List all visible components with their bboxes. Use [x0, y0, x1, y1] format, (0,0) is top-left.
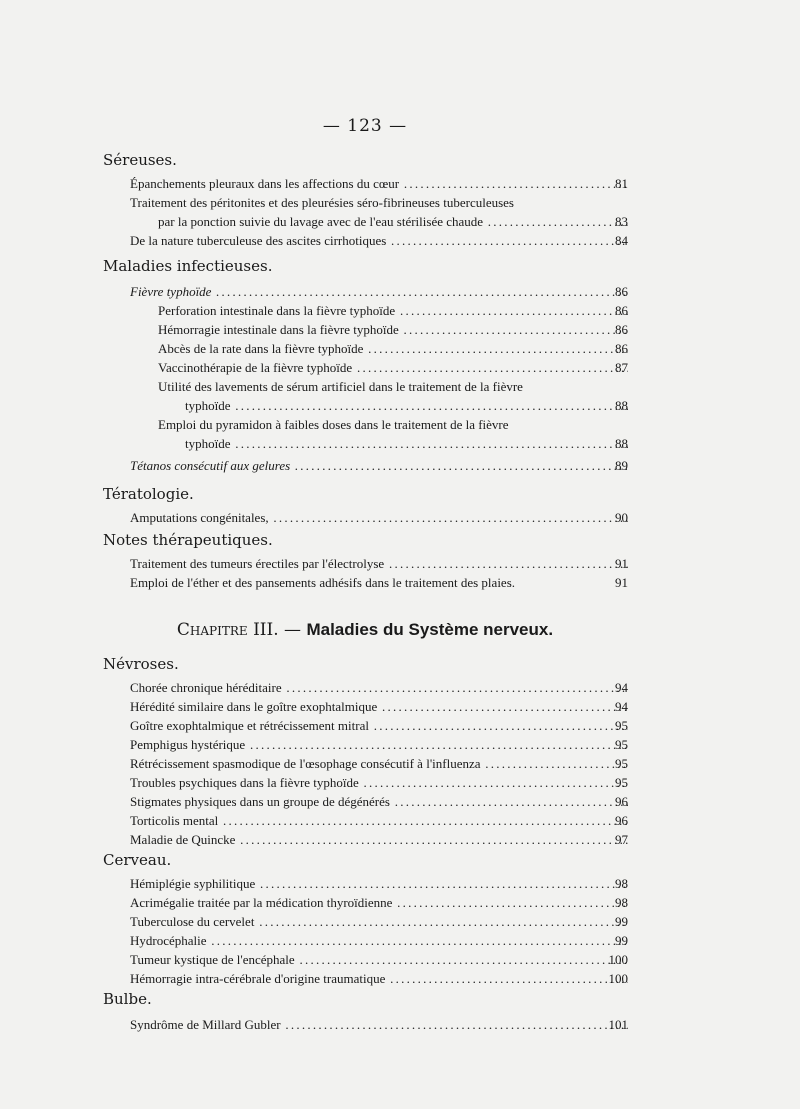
toc-entry: Hémiplégie syphilitique . . . 98 [130, 874, 628, 893]
entry-page: 95 [615, 718, 628, 733]
toc-entry: Acrimégalie traitée par la médication thyroïdienne . . . 98 [130, 893, 628, 912]
toc-entry: Hydrocéphalie . . . 99 [130, 931, 628, 950]
toc-entry: De la nature tuberculeuse des ascites cirrhotiques . . . 84 [130, 231, 628, 250]
toc-entry: Tuberculose du cervelet . . . 99 [130, 912, 628, 931]
entry-page: 99 [615, 933, 628, 948]
toc-entry: Amputations congénitales, . . . 90 [130, 508, 628, 527]
section-title: Séreuses. [103, 151, 177, 169]
entry-page: 97 [615, 832, 628, 847]
entry-page: 86 [615, 341, 628, 356]
section-maladies-infectieuses [103, 256, 628, 475]
toc-entry: Tétanos consécutif aux gelures . . . 89 [130, 456, 628, 475]
entry-page: 96 [615, 813, 628, 828]
toc-entry: Pemphigus hystérique . . . 95 [130, 735, 628, 754]
section-title: Cerveau. [103, 851, 172, 869]
entry-page: 91 [615, 575, 628, 590]
entry-page: 95 [615, 756, 628, 771]
toc-entry: Goître exophtalmique et rétrécissement mitral . . . 95 [130, 716, 628, 735]
page-number: — 123 — [322, 116, 408, 136]
entry-page: 90 [615, 510, 628, 525]
toc-entry: Torticolis mental . . . 96 [130, 811, 628, 830]
chapter-dash: — [284, 620, 302, 640]
section-teratologie [103, 484, 628, 527]
section-nevroses [103, 654, 628, 849]
toc-entry: Rétrécissement spasmodique de l'œsophage consécutif à l'influenza . . . 95 [130, 754, 628, 773]
toc-entry: Abcès de la rate dans la fièvre typhoïde . . . 86 [158, 339, 628, 358]
entry-page: 84 [615, 233, 628, 248]
toc-entry: Vaccinothérapie de la fièvre typhoïde . . . 87 [158, 358, 628, 377]
entry-page: 83 [615, 214, 628, 229]
toc-entry: Fièvre typhoïde . . . 86 [130, 282, 628, 301]
chapter-heading [0, 620, 730, 640]
toc-entry: Stigmates physiques dans un groupe de dégénérés . . . 96 [130, 792, 628, 811]
toc-entry: Emploi de l'éther et des pansements adhésifs dans le traitement des plaies. 91 [130, 575, 628, 590]
toc-entry: Maladie de Quincke . . . 97 [130, 830, 628, 849]
entry-page: 86 [615, 322, 628, 337]
toc-entry-continuation: typhoïde . . . 88 [185, 434, 628, 453]
toc-entry: Troubles psychiques dans la fièvre typhoïde . . . 95 [130, 773, 628, 792]
entry-page: 101 [608, 1017, 628, 1032]
entry-page: 98 [615, 895, 628, 910]
entry-page: 99 [615, 914, 628, 929]
toc-entry: Syndrôme de Millard Gubler . . . 101 [130, 1015, 628, 1034]
entry-page: 91 [615, 556, 628, 571]
section-bulbe [103, 989, 628, 1034]
entry-page: 100 [608, 952, 628, 967]
toc-entry: Hérédité similaire dans le goître exophtalmique . . . 94 [130, 697, 628, 716]
toc-entry: Traitement des tumeurs érectiles par l'électrolyse . . . 91 [130, 554, 628, 573]
section-cerveau [103, 850, 628, 988]
section-notes-therapeutiques [103, 530, 628, 592]
entry-page: 86 [615, 284, 628, 299]
toc-entry-continuation: typhoïde . . . 88 [185, 396, 628, 415]
toc-entry: Hémorragie intra-cérébrale d'origine traumatique . . . 100 [130, 969, 628, 988]
section-title: Névroses. [103, 655, 179, 673]
entry-page: 95 [615, 775, 628, 790]
toc-entry: Hémorragie intestinale dans la fièvre typhoïde . . . 86 [158, 320, 628, 339]
entry-page: 81 [615, 176, 628, 191]
toc-entry: Emploi du pyramidon à faibles doses dans le traitement de la fièvre [158, 417, 509, 432]
toc-entry: Perforation intestinale dans la fièvre typhoïde . . . 86 [158, 301, 628, 320]
entry-page: 100 [608, 971, 628, 986]
entry-page: 87 [615, 360, 628, 375]
toc-entry: Traitement des péritonites et des pleurésies séro-fibrineuses tuberculeuses [130, 195, 514, 210]
entry-page: 89 [615, 458, 628, 473]
entry-page: 88 [615, 398, 628, 413]
section-title: Notes thérapeutiques. [103, 531, 273, 549]
toc-entry: Chorée chronique héréditaire . . . 94 [130, 678, 628, 697]
section-title: Tératologie. [103, 485, 194, 503]
toc-entry: Épanchements pleuraux dans les affections du cœur . . . 81 [130, 174, 628, 193]
entry-page: 96 [615, 794, 628, 809]
entry-page: 95 [615, 737, 628, 752]
entry-page: 88 [615, 436, 628, 451]
toc-entry: Utilité des lavements de sérum artificiel dans le traitement de la fièvre [158, 379, 523, 394]
entry-page: 86 [615, 303, 628, 318]
entry-page: 94 [615, 699, 628, 714]
entry-page: 98 [615, 876, 628, 891]
chapter-title: Maladies du Système nerveux. [306, 620, 554, 639]
section-title: Bulbe. [103, 990, 152, 1008]
toc-entry: Tumeur kystique de l'encéphale . . . 100 [130, 950, 628, 969]
section-sereuses [103, 150, 628, 250]
toc-entry-continuation: par la ponction suivie du lavage avec de l'eau stérilisée chaude . . . 83 [158, 212, 628, 231]
entry-page: 94 [615, 680, 628, 695]
section-title: Maladies infectieuses. [103, 257, 273, 275]
chapter-label: Chapitre III. [176, 620, 279, 640]
